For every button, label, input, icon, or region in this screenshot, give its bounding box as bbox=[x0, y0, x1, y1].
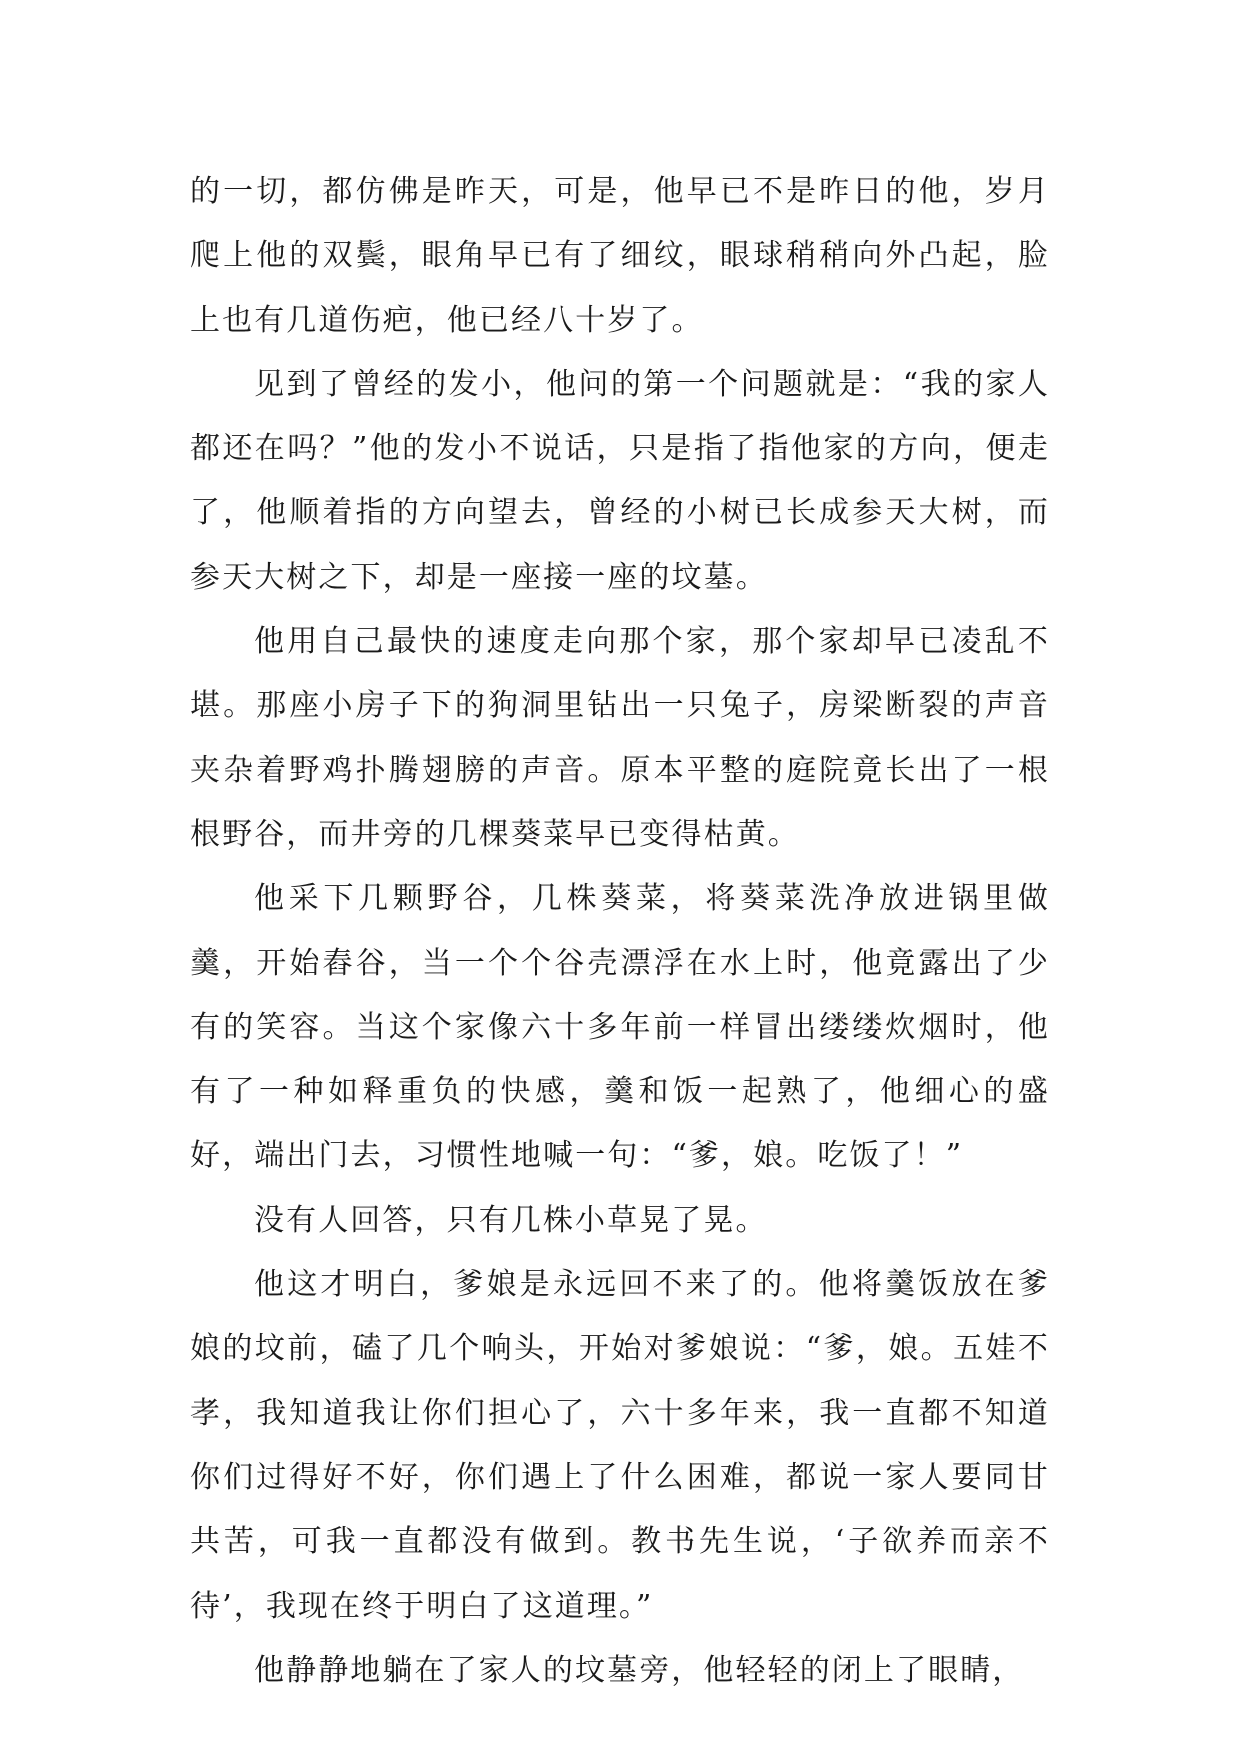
body-text bbox=[190, 160, 1050, 1703]
paragraph: 他静静地躺在了家人的坟墓旁，他轻轻的闭上了眼睛， bbox=[254, 1652, 1025, 1688]
paragraph: 的一切，都仿佛是昨天，可是，他早已不是昨日的他，岁月爬上他的双鬓，眼角早已有了细纹，眼球稍稍向外凸起，脸上也有几道伤疤，他已经八十岁了。 bbox=[190, 174, 1050, 338]
paragraph: 他用自己最快的速度走向那个家，那个家却早已凌乱不堪。那座小房子下的狗洞里钻出一只兔子，房梁断裂的声音夹杂着野鸡扑腾翅膀的声音。原本平整的庭院竟长出了一根根野谷，而井旁的几棵葵菜早已变得枯黄。 bbox=[190, 624, 1050, 852]
paragraph: 他这才明白，爹娘是永远回不来了的。他将羹饭放在爹娘的坟前，磕了几个响头，开始对爹娘说：“爹，娘。五娃不孝，我知道我让你们担心了，六十多年来，我一直都不知道你们过得好不好，你们遇上了什么困难，都说一家人要同甘共苦，可我一直都没有做到。教书先生说，‘子欲养而亲不待’，我现在终于明白了这道理。” bbox=[190, 1267, 1050, 1624]
paragraph: 他采下几颗野谷，几株葵菜，将葵菜洗净放进锅里做羹，开始舂谷，当一个个谷壳漂浮在水上时，他竟露出了少有的笑容。当这个家像六十多年前一样冒出缕缕炊烟时，他有了一种如释重负的快感，羹和饭一起熟了，他细心的盛好，端出门去，习惯性地喊一句：“爹，娘。吃饭了！” bbox=[190, 881, 1050, 1174]
paragraph: 没有人回答，只有几株小草晃了晃。 bbox=[254, 1202, 768, 1238]
paragraph: 见到了曾经的发小，他问的第一个问题就是：“我的家人都还在吗？”他的发小不说话，只是指了指他家的方向，便走了，他顺着指的方向望去，曾经的小树已长成参天大树，而参天大树之下，却是一座接一座的坟墓。 bbox=[190, 366, 1050, 595]
